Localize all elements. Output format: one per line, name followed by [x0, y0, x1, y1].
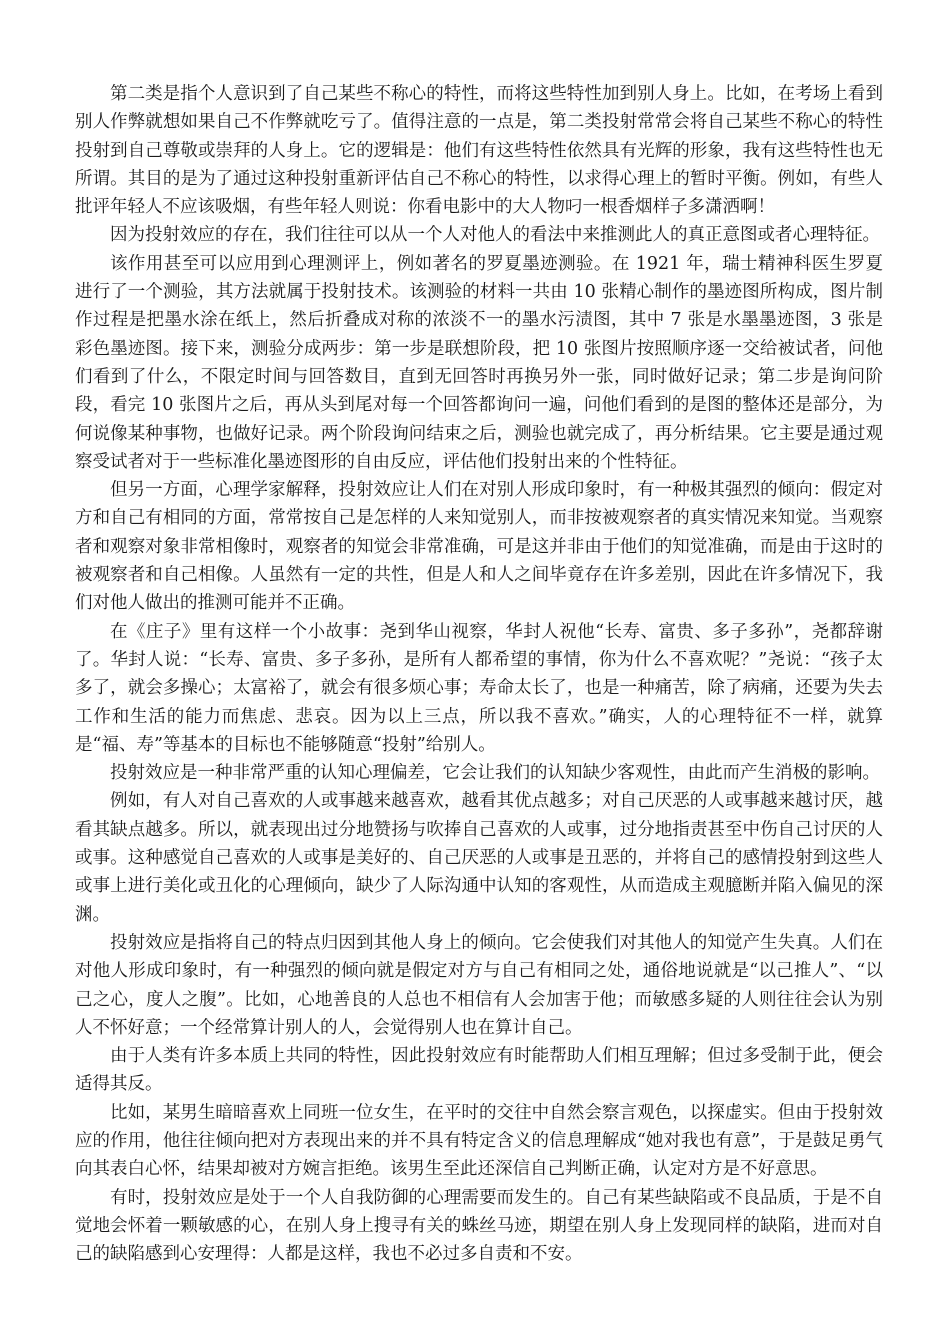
paragraph: 投射效应是一种非常严重的认知心理偏差，它会让我们的认知缺少客观性，由此而产生消极的影响。 [110, 763, 880, 784]
paragraph: 在《庄子》里有这样一个小故事：尧到华山视察，华封人祝他“长寿、富贵、多子多孙”，尧都辞谢了。华封人说：“长寿、富贵、多子多孙，是所有人都希望的事情，你为什么不喜欢呢？”尧说：“孩子太多了，就会多操心；太富裕了，就会有很多烦心事；寿命太长了，也是一种痛苦，除了病痛，还要为失去工作和生活的能力而焦虑、悲哀。因为以上三点，所以我不喜欢。”确实，人的心理特征不一样，就算是“福、寿”等基本的目标也不能够随意“投射”给别人。 [75, 621, 883, 755]
paragraph: 有时，投射效应是处于一个人自我防御的心理需要而发生的。自己有某些缺陷或不良品质，于是不自觉地会怀着一颗敏感的心，在别人身上搜寻有关的蛛丝马迹，期望在别人身上发现同样的缺陷，进而对自己的缺陷感到心安理得：人都是这样，我也不必过多自责和不安。 [75, 1187, 883, 1265]
paragraph: 例如，有人对自己喜欢的人或事越来越喜欢，越看其优点越多；对自己厌恶的人或事越来越讨厌，越看其缺点越多。所以，就表现出过分地赞扬与吹捧自己喜欢的人或事，过分地指责甚至中伤自己讨厌的人或事。这种感觉自己喜欢的人或事是美好的、自己厌恶的人或事是丑恶的，并将自己的感情投射到这些人或事上进行美化或丑化的心理倾向，缺少了人际沟通中认知的客观性，从而造成主观臆断并陷入偏见的深渊。 [75, 791, 883, 925]
paragraph: 比如，某男生暗暗喜欢上同班一位女生，在平时的交往中自然会察言观色，以探虚实。但由于投射效应的作用，他往往倾向把对方表现出来的并不具有特定含义的信息理解成“她对我也有意”，于是鼓足勇气向其表白心怀，结果却被对方婉言拒绝。该男生至此还深信自己判断正确，认定对方是不好意思。 [75, 1102, 883, 1180]
paragraph: 因为投射效应的存在，我们往往可以从一个人对他人的看法中来推测此人的真正意图或者心理特征。 [110, 225, 880, 246]
paragraph: 但另一方面，心理学家解释，投射效应让人们在对别人形成印象时，有一种极其强烈的倾向：假定对方和自己有相同的方面，常常按自己是怎样的人来知觉别人，而非按被观察者的真实情况来知觉。当观察者和观察对象非常相像时，观察者的知觉会非常准确，可是这并非由于他们的知觉准确，而是由于这时的被观察者和自己相像。人虽然有一定的共性，但是人和人之间毕竟存在许多差别，因此在许多情况下，我们对他人做出的推测可能并不正确。 [75, 480, 883, 614]
paragraph: 该作用甚至可以应用到心理测评上，例如著名的罗夏墨迹测验。在 1921 年，瑞士精神科医生罗夏进行了一个测验，其方法就属于投射技术。该测验的材料一共由 10 张精心制作的墨迹图所构成，图片制作过程是把墨水涂在纸上，然后折叠成对称的浓淡不一的墨水污渍图，其中 7 张是水墨墨迹图，3 张是彩色墨迹图。接下来，测验分成两步：第一步是联想阶段，把 10 张图片按照顺序逐一交给被试者，问他们看到了什么，不限定时间与回答数目，直到无回答时再换另外一张，同时做好记录；第二步是询问阶段，看完 10 张图片之后，再从头到尾对每一个回答都询问一遍，问他们看到的是图的整体还是部分，为何说像某种事物，也做好记录。两个阶段询问结束之后，测验也就完成了，再分析结果。它主要是通过观察受试者对于一些标准化墨迹图形的自由反应，评估他们投射出来的个性特征。 [75, 253, 883, 472]
paragraph: 第二类是指个人意识到了自己某些不称心的特性，而将这些特性加到别人身上。比如，在考场上看到别人作弊就想如果自己不作弊就吃亏了。值得注意的一点是，第二类投射常常会将自己某些不称心的特性投射到自己尊敬或崇拜的人身上。它的逻辑是：他们有这些特性依然具有光辉的形象，我有这些特性也无所谓。其目的是为了通过这种投射重新评估自己不称心的特性，以求得心理上的暂时平衡。例如，有些人批评年轻人不应该吸烟，有些年轻人则说：你看电影中的大人物叼一根香烟样子多潇洒啊！ [75, 84, 883, 218]
paragraph: 投射效应是指将自己的特点归因到其他人身上的倾向。它会使我们对其他人的知觉产生失真。人们在对他人形成印象时，有一种强烈的倾向就是假定对方与自己有相同之处，通俗地说就是“以己推人”、“以己之心，度人之腹”。比如，心地善良的人总也不相信有人会加害于他；而敏感多疑的人则往往会认为别人不怀好意；一个经常算计别人的人，会觉得别人也在算计自己。 [75, 932, 883, 1038]
document-page [75, 80, 883, 1268]
paragraph: 由于人类有许多本质上共同的特性，因此投射效应有时能帮助人们相互理解；但过多受制于此，便会适得其反。 [75, 1046, 883, 1095]
